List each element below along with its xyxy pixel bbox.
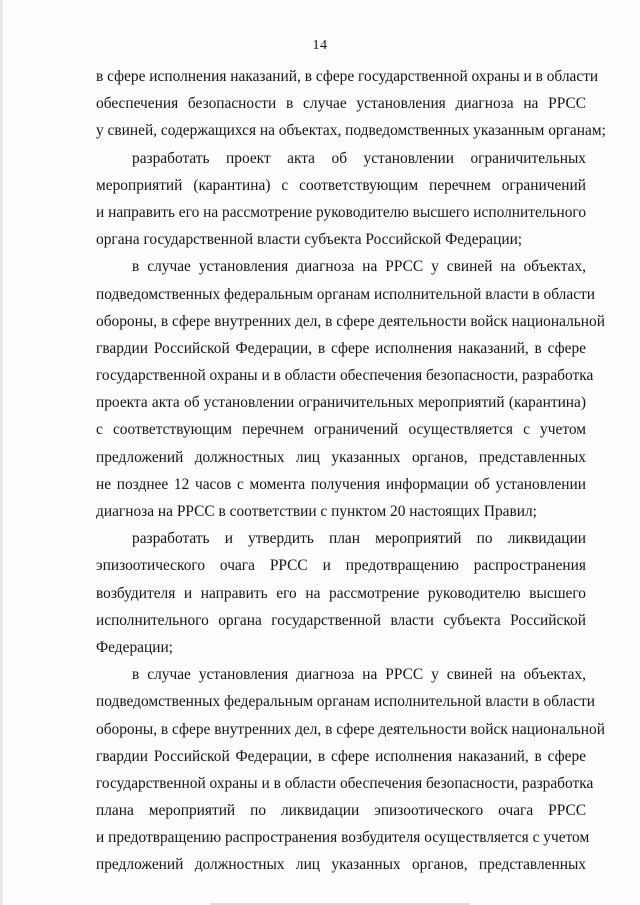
text-line: обороны, в сфере внутренних дел, в сфере деятельности войск национальной — [96, 720, 605, 738]
text-line: органа государственной власти субъекта Российской Федерации; — [96, 231, 523, 249]
text-line: гвардии Российской Федерации, в сфере исполнения наказаний, в сфере — [96, 339, 586, 357]
text-line: обеспечения безопасности в случае установления диагноза на РРСС — [96, 95, 586, 113]
page-number: 14 — [312, 38, 328, 53]
text-line: государственной охраны и в области обеспечения безопасности, разработка — [96, 367, 594, 385]
text-line: и направить его на рассмотрение руководителю высшего исполнительного — [96, 203, 587, 221]
text-line: Федерации; — [96, 638, 173, 656]
text-line: подведомственных федеральным органам исполнительной власти в области — [96, 693, 595, 711]
text-line: подведомственных федеральным органам исполнительной власти в области — [96, 285, 595, 303]
body-text — [96, 63, 606, 879]
text-line: разработать проект акта об установлении ограничительных — [132, 149, 586, 167]
text-line: обороны, в сфере внутренних дел, в сфере деятельности войск национальной — [96, 312, 605, 330]
text-line: эпизоотического очага РРСС и предотвращению распространения — [96, 557, 586, 575]
text-line: не позднее 12 часов с момента получения информации об установлении — [96, 475, 586, 493]
scan-edge-shadow — [0, 0, 3, 905]
text-line: мероприятий (карантина) с соответствующим перечнем ограничений — [96, 176, 586, 194]
text-line: предложений должностных лиц указанных органов, представленных — [96, 448, 586, 466]
text-line: возбудителя и направить его на рассмотрение руководителю высшего — [96, 584, 586, 602]
text-line: гвардии Российской Федерации, в сфере исполнения наказаний, в сфере — [96, 747, 586, 765]
text-line: у свиней, содержащихся на объектах, подведомственных указанным органам; — [96, 122, 606, 140]
text-line: плана мероприятий по ликвидации эпизоотического очага РРСС — [96, 802, 586, 820]
text-line: в сфере исполнения наказаний, в сфере государственной охраны и в области — [96, 68, 599, 85]
text-line: предложений должностных лиц указанных органов, представленных — [96, 856, 586, 874]
text-line: проекта акта об установлении ограничительных мероприятий (карантина) — [96, 394, 586, 412]
text-line: с соответствующим перечнем ограничений осуществляется с учетом — [96, 421, 586, 439]
text-line: диагноза на РРСС в соответствии с пунктом 20 настоящих Правил; — [96, 503, 537, 520]
text-line: государственной охраны и в области обеспечения безопасности, разработка — [96, 774, 594, 792]
text-line: и предотвращению распространения возбудителя осуществляется с учетом — [96, 829, 590, 847]
text-line: разработать и утвердить план мероприятий по ликвидации — [132, 530, 586, 548]
text-line: исполнительного органа государственной власти субъекта Российской — [96, 611, 586, 629]
text-line: в случае установления диагноза на РРСС у свиней на объектах, — [132, 258, 586, 276]
text-line: в случае установления диагноза на РРСС у свиней на объектах, — [132, 666, 586, 684]
